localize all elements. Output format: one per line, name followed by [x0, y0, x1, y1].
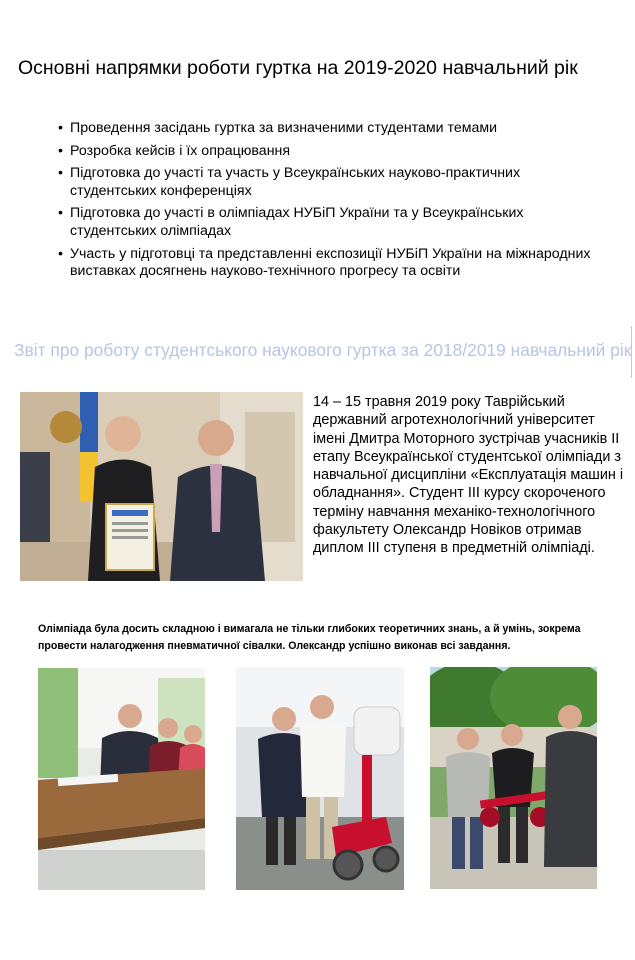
exam-photo [38, 668, 205, 890]
bullet-icon: • [58, 245, 63, 262]
seeder-photo [236, 667, 404, 890]
report-title: Звіт про роботу студентського наукового гуртка за 2018/2019 навчальний рік [14, 340, 632, 360]
award-photo [20, 392, 303, 581]
report-text: 14 – 15 травня 2019 року Таврійський державний агротехнологічний університет імені Дмитра Моторного зустрічав учасників ІІ етапу Всеукраїнської студентської олімпіади з навчальної дисципліни «Експлуатація машин і обладнання». Студент ІІІ курсу скороченого терміну навчання механіко-технологічного факультету Олександр Новіков отримав диплом ІІІ ступеня в предметній олімпіаді. [313, 394, 624, 557]
bullet-icon: • [58, 142, 63, 159]
bullet-icon: • [58, 205, 63, 222]
slide-edge-divider [631, 326, 632, 378]
bullet-icon: • [58, 165, 63, 182]
list-item: • Участь у підготовці та представленні експозиції НУБіП України на міжнародних виставках досягнень науково-технічного прогресу та освіти [58, 245, 591, 280]
olympiad-note: Олімпіада була досить складною і вимагала не тільки глибоких теоретичних знань, а й умінь, зокрема провести налагодження пневматичної сівалки. Олександр успішно виконав всі завдання. [38, 623, 581, 653]
list-item: • Підготовка до участі в олімпіадах НУБіП України та у Всеукраїнських студентських олімпіадах [58, 205, 524, 239]
list-item: • Проведення засідань гуртка за визначеними студентами темами [58, 120, 498, 136]
outdoor-photo [430, 667, 597, 889]
list-item: • Розробка кейсів і їх опрацювання [58, 142, 291, 159]
page-title: Основні напрямки роботи гуртка на 2019-2020 навчальний рік [18, 57, 578, 79]
directions-list [58, 120, 598, 286]
bullet-icon: • [58, 120, 63, 136]
list-item: • Підготовка до участі та участь у Всеукраїнських науково-практичних студентських конференціях [58, 165, 521, 199]
